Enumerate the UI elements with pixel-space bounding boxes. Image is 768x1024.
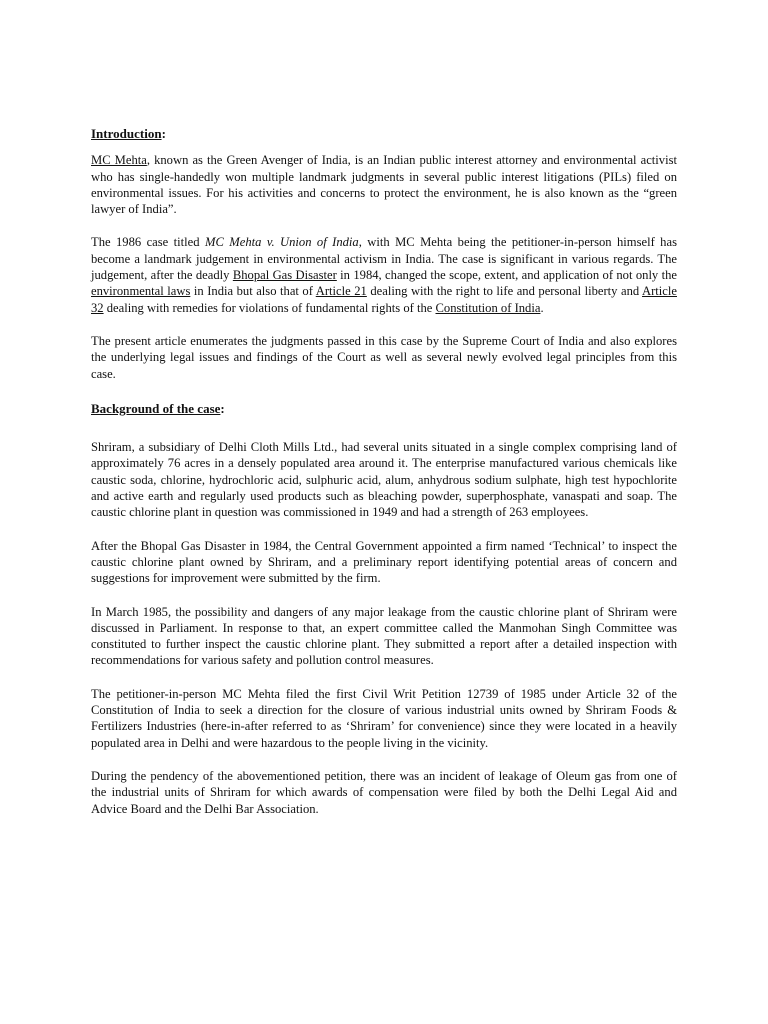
article-32-link[interactable]: Article 32: [91, 284, 677, 315]
background-heading-text: Background of the case: [91, 400, 221, 416]
intro-paragraph-2: [91, 234, 677, 315]
introduction-heading-colon: :: [161, 126, 166, 141]
intro-paragraph-2-text-b: , with MC Mehta being the petitioner-in-person himself has become a landmark judgement in environmental activism in India. The case is significant in various regards. The judgement, after the deadly: [91, 235, 677, 283]
introduction-heading-text: Introduction: [91, 126, 162, 141]
environmental-laws-link[interactable]: environmental laws: [91, 284, 191, 299]
document-page: [91, 126, 677, 817]
background-paragraph-2: After the Bhopal Gas Disaster in 1984, the Central Government appointed a firm named ‘Technical’ to inspect the caustic chlorine plant owned by Shriram, and a preliminary report identifying potential areas of concern and suggestions for improvement were submitted by the firm.: [91, 538, 677, 586]
article-21-link[interactable]: Article 21: [315, 284, 367, 299]
intro-paragraph-1: [91, 152, 677, 217]
background-paragraph-4: The petitioner-in-person MC Mehta filed the first Civil Writ Petition 12739 of 1985 under Article 32 of the Constitution of India to seek a direction for the closure of various industrial units owned by Shriram Foods & Fertilizers Industries (here-in-after referred to as ‘Shriram’ for convenience) since they were located in a heavily populated area in Delhi and were hazardous to the people living in the vicinity.: [91, 686, 677, 750]
intro-paragraph-2-text-g: .: [540, 300, 544, 315]
intro-paragraph-2-text-a: The 1986 case titled: [91, 235, 205, 250]
intro-paragraph-3: The present article enumerates the judgments passed in this case by the Supreme Court of India and also explores the underlying legal issues and findings of the Court as well as several newly evolved legal principles from this case.: [91, 333, 677, 381]
intro-paragraph-2-text-d: in India but also that of: [190, 284, 316, 299]
bhopal-gas-disaster-link[interactable]: Bhopal Gas Disaster: [232, 268, 337, 283]
intro-paragraph-1-text: , known as the Green Avenger of India, is an Indian public interest attorney and environmental activist who has single-handedly won multiple landmark judgments in several public interest litigations (PILs) filed on environmental issues. For his activities and concerns to protect the environment, he is also known as the “green lawyer of India”.: [91, 153, 677, 217]
intro-paragraph-2-text-e: dealing with the right to life and personal liberty and: [366, 284, 643, 299]
intro-paragraph-2-text-c: in 1984, changed the scope, extent, and application of not only the: [336, 268, 677, 283]
background-paragraph-1: Shriram, a subsidiary of Delhi Cloth Mills Ltd., had several units situated in a single complex comprising land of approximately 76 acres in a densely populated area around it. The enterprise manufactured various chemicals like caustic soda, chlorine, hydrochloric acid, sulphuric acid, alum, anhydrous sodium sulphate, high test hypochlorite and active earth and regularly used products such as bleaching powder, superphosphate, vanaspati and soap. The caustic chlorine plant in question was commissioned in 1949 and had a strength of 263 employees.: [91, 440, 677, 520]
background-paragraph-3: In March 1985, the possibility and dangers of any major leakage from the caustic chlorine plant of Shriram were discussed in Parliament. In response to that, an expert committee called the Manmohan Singh Committee was constituted to further inspect the caustic chlorine plant. They submitted a report after a detailed inspection with recommendations for various safety and pollution control measures.: [91, 604, 677, 668]
case-title: MC Mehta v. Union of India: [204, 235, 359, 250]
constitution-of-india-link[interactable]: Constitution of India: [435, 300, 541, 315]
mc-mehta-link[interactable]: MC Mehta: [91, 153, 147, 168]
introduction-heading: [91, 126, 677, 142]
background-paragraph-5: During the pendency of the abovementioned petition, there was an incident of leakage of Oleum gas from one of the industrial units of Shriram for which awards of compensation were filed by both the Delhi Legal Aid and Advice Board and the Delhi Bar Association.: [91, 768, 677, 816]
background-heading: [91, 401, 677, 417]
background-heading-colon: :: [220, 400, 225, 416]
intro-paragraph-2-text-f: dealing with remedies for violations of fundamental rights of the: [103, 300, 436, 315]
